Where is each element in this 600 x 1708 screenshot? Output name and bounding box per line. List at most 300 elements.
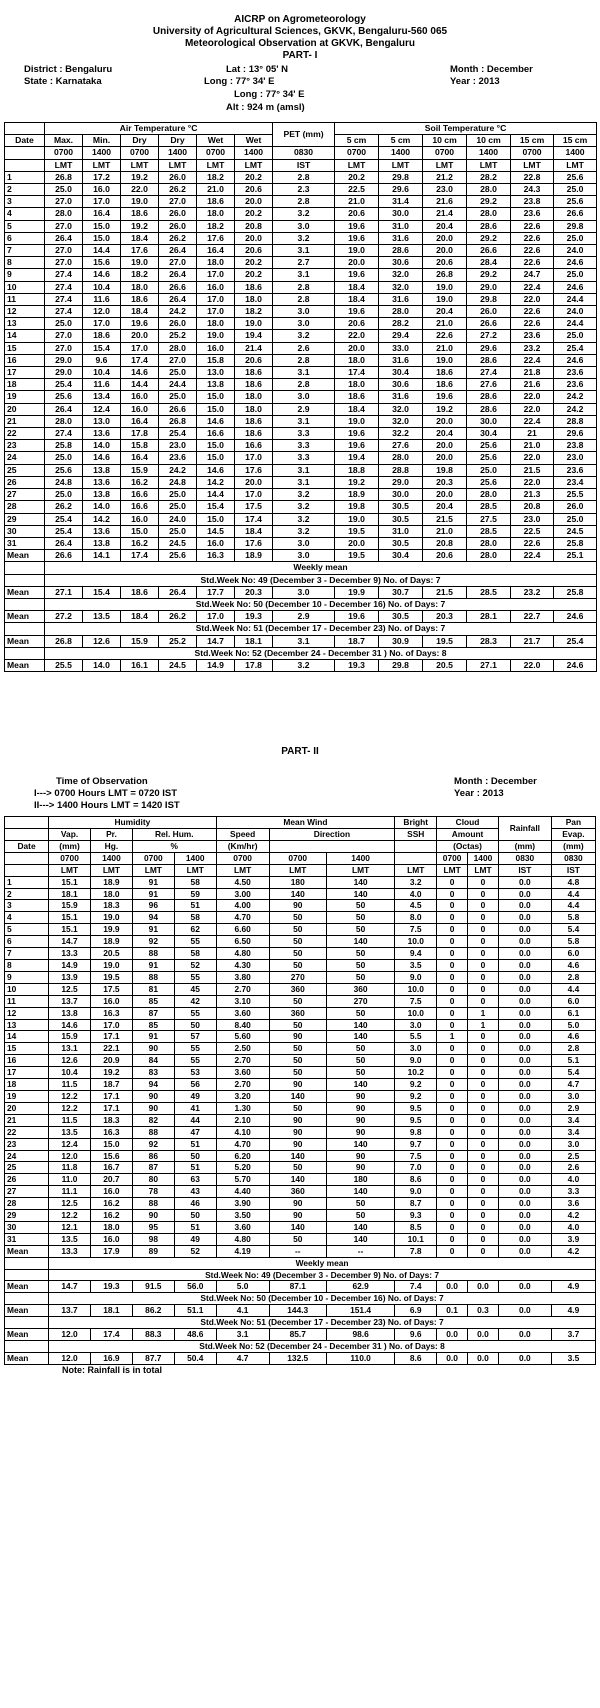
value-cell: 3.3	[273, 452, 335, 464]
value-cell: 27.6	[379, 440, 423, 452]
table-row	[5, 1055, 596, 1067]
mean-value: 24.5	[159, 659, 197, 671]
unit-cell: LMT	[395, 864, 437, 876]
unit-ssh-blank	[395, 840, 437, 852]
mean-value: 0.1	[437, 1305, 468, 1317]
value-cell: 22.6	[511, 318, 554, 330]
week-mean-row	[5, 1305, 596, 1317]
date-cell: 26	[5, 476, 45, 488]
mean-value: 0.3	[468, 1305, 499, 1317]
value-cell: 20.2	[235, 257, 273, 269]
value-cell: 3.00	[216, 888, 269, 900]
mean-value: 91.5	[132, 1281, 174, 1293]
value-cell: 82	[132, 1114, 174, 1126]
value-cell: 13.7	[49, 995, 91, 1007]
value-cell: 18.6	[335, 391, 379, 403]
table-row	[5, 1138, 596, 1150]
unit-cell: LMT	[216, 864, 269, 876]
value-cell: 3.1	[273, 464, 335, 476]
value-cell: 26.8	[45, 171, 83, 183]
time-cell: 0700	[335, 147, 379, 159]
sub-header: Dry	[159, 135, 197, 147]
part1-body	[5, 147, 597, 672]
value-cell: 19.6	[335, 306, 379, 318]
mean-value: 18.7	[335, 635, 379, 647]
value-cell: 32.0	[379, 269, 423, 281]
value-cell: 27.0	[159, 196, 197, 208]
mean-value: 2.9	[273, 611, 335, 623]
value-cell: 2.8	[551, 971, 595, 983]
value-cell: 18.6	[121, 208, 159, 220]
value-cell: 13.6	[83, 428, 121, 440]
value-cell: 0	[468, 1162, 499, 1174]
value-cell: 29.0	[379, 476, 423, 488]
value-cell: 17.2	[83, 171, 121, 183]
value-cell: 4.4	[551, 900, 595, 912]
value-cell: 46	[174, 1198, 216, 1210]
value-cell: 18.6	[235, 415, 273, 427]
date-cell: 28	[5, 1198, 49, 1210]
value-cell: 0	[437, 1007, 468, 1019]
value-cell: 26.0	[159, 171, 197, 183]
value-cell: 9.0	[395, 1186, 437, 1198]
value-cell: 0	[468, 1233, 499, 1245]
value-cell: 31.6	[379, 391, 423, 403]
table-row	[5, 537, 597, 549]
date-cell: 1	[5, 171, 45, 183]
mean-label: Mean	[5, 1245, 49, 1257]
table-row	[5, 354, 597, 366]
value-cell: 4.0	[551, 1174, 595, 1186]
value-cell: 20.9	[90, 1055, 132, 1067]
date-cell: 2	[5, 888, 49, 900]
value-cell: 0	[437, 876, 468, 888]
value-cell: 51	[174, 1162, 216, 1174]
value-cell: 20.0	[235, 232, 273, 244]
value-cell: 21.5	[511, 464, 554, 476]
unit-cell: LMT	[511, 159, 554, 171]
sub-header: 15 cm	[554, 135, 597, 147]
value-cell: 15.1	[49, 876, 91, 888]
table-row	[5, 342, 597, 354]
time-cell: 1400	[554, 147, 597, 159]
mean-value: 0.0	[498, 1305, 551, 1317]
value-cell: 22.6	[511, 220, 554, 232]
value-cell: 19.8	[423, 464, 467, 476]
value-cell: 12.4	[83, 403, 121, 415]
time-cell: 0700	[216, 852, 269, 864]
week-label-row	[5, 1293, 596, 1305]
value-cell: 180	[269, 876, 326, 888]
mean-value: 30.7	[379, 586, 423, 598]
value-cell: 3.0	[273, 537, 335, 549]
week-label: Std.Week No: 50 (December 10 - December 16) No. of Days: 7	[49, 1293, 596, 1305]
value-cell: 22.5	[335, 184, 379, 196]
value-cell: 20.0	[423, 440, 467, 452]
value-cell: 29.6	[554, 428, 597, 440]
unit-cell: LMT	[159, 159, 197, 171]
blank-cell	[5, 1293, 49, 1305]
value-cell: 51	[174, 900, 216, 912]
value-cell: 4.50	[216, 876, 269, 888]
mean-value: 27.1	[467, 659, 511, 671]
value-cell: 8.6	[395, 1174, 437, 1186]
value-cell: 29.2	[467, 196, 511, 208]
value-cell: 0	[437, 1198, 468, 1210]
date-cell: 18	[5, 379, 45, 391]
value-cell: 10.4	[49, 1067, 91, 1079]
value-cell: 90	[326, 1114, 394, 1126]
value-cell: 18.0	[235, 293, 273, 305]
value-cell: 2.70	[216, 1055, 269, 1067]
unit-cell: LMT	[326, 864, 394, 876]
unit-cell: LMT	[45, 159, 83, 171]
value-cell: 50	[269, 924, 326, 936]
table-row	[5, 1233, 596, 1245]
unit-pan-mm: (mm)	[551, 840, 595, 852]
value-cell: 19.0	[121, 196, 159, 208]
blank-cell	[5, 1269, 49, 1281]
value-cell: 50	[269, 1102, 326, 1114]
value-cell: 18.7	[90, 1079, 132, 1091]
table-row	[5, 171, 597, 183]
value-cell: 25.0	[554, 232, 597, 244]
mean-value: 51.1	[174, 1305, 216, 1317]
week-mean-row	[5, 659, 597, 671]
value-cell: 90	[269, 900, 326, 912]
value-cell: 25.0	[554, 330, 597, 342]
value-cell: 28.0	[467, 184, 511, 196]
value-cell: 18.6	[197, 196, 235, 208]
value-cell: 10.1	[395, 1233, 437, 1245]
blank-cell	[5, 562, 45, 574]
value-cell: 4.2	[551, 1210, 595, 1222]
value-cell: 26.2	[159, 232, 197, 244]
value-cell: 20.0	[423, 232, 467, 244]
date-cell: 16	[5, 1055, 49, 1067]
mean-label: Mean	[5, 550, 45, 562]
table-row	[5, 196, 597, 208]
value-cell: 29.8	[379, 171, 423, 183]
value-cell: 26.0	[159, 208, 197, 220]
table-row	[5, 367, 597, 379]
value-cell: 49	[174, 1233, 216, 1245]
mean-value: 0.0	[437, 1329, 468, 1341]
value-cell: 21.2	[423, 171, 467, 183]
value-cell: 20.2	[235, 171, 273, 183]
value-cell: 0	[468, 1114, 499, 1126]
value-cell: 18.0	[121, 281, 159, 293]
time-cell: 1400	[468, 852, 499, 864]
value-cell: 25.4	[45, 525, 83, 537]
table-row	[5, 971, 596, 983]
value-cell: 30.4	[379, 367, 423, 379]
mean-value: 26.6	[45, 550, 83, 562]
value-cell: 5.20	[216, 1162, 269, 1174]
value-cell: 50	[269, 912, 326, 924]
date-cell: 3	[5, 196, 45, 208]
value-cell: 50	[326, 1043, 394, 1055]
value-cell: 25.4	[159, 428, 197, 440]
footnote: Note: Rainfall is in total	[62, 1364, 163, 1375]
value-cell: 7.5	[395, 995, 437, 1007]
value-cell: 20.2	[335, 171, 379, 183]
value-cell: 5.1	[551, 1055, 595, 1067]
value-cell: 85	[132, 1019, 174, 1031]
mean-value: 6.9	[395, 1305, 437, 1317]
week-label: Std.Week No: 50 (December 10 - December 16) No. of Days: 7	[45, 598, 597, 610]
mean-value: 30.5	[379, 611, 423, 623]
value-cell: 27.0	[45, 220, 83, 232]
value-cell: 16.3	[90, 1007, 132, 1019]
unit-rain-mm: (mm)	[498, 840, 551, 852]
value-cell: 13.9	[49, 971, 91, 983]
blank-cell	[5, 159, 45, 171]
value-cell: 25.0	[554, 184, 597, 196]
value-cell: 81	[132, 983, 174, 995]
unit-cell: LMT	[235, 159, 273, 171]
value-cell: 3.80	[216, 971, 269, 983]
table-row	[5, 1031, 596, 1043]
value-cell: 4.4	[551, 983, 595, 995]
value-cell: 0	[468, 1090, 499, 1102]
value-cell: 32.0	[379, 281, 423, 293]
value-cell: 21.0	[423, 318, 467, 330]
value-cell: 15.0	[121, 525, 159, 537]
value-cell: 7.5	[395, 1150, 437, 1162]
value-cell: 31.6	[379, 354, 423, 366]
value-cell: 27.0	[45, 330, 83, 342]
value-cell: 8.7	[395, 1198, 437, 1210]
value-cell: 0.0	[498, 1031, 551, 1043]
value-cell: 18.0	[90, 888, 132, 900]
value-cell: 19.8	[335, 501, 379, 513]
value-cell: 91	[132, 876, 174, 888]
value-cell: 17.6	[235, 464, 273, 476]
value-cell: 43	[174, 1186, 216, 1198]
value-cell: 6.60	[216, 924, 269, 936]
value-cell: 20.6	[335, 208, 379, 220]
value-cell: 15.8	[121, 440, 159, 452]
value-cell: 25.6	[554, 196, 597, 208]
value-cell: 3.60	[216, 1067, 269, 1079]
value-cell: 29.8	[467, 293, 511, 305]
value-cell: 0	[468, 1055, 499, 1067]
value-cell: 0	[437, 1233, 468, 1245]
value-cell: 4.8	[551, 876, 595, 888]
value-cell: 2.8	[273, 293, 335, 305]
district: District : Bengaluru	[24, 64, 113, 75]
value-cell: 95	[132, 1221, 174, 1233]
value-cell: 20.3	[423, 476, 467, 488]
value-cell: 22.6	[511, 537, 554, 549]
value-cell: 11.0	[49, 1174, 91, 1186]
value-cell: 26.0	[159, 220, 197, 232]
value-cell: 18.6	[423, 367, 467, 379]
value-cell: 19.0	[335, 245, 379, 257]
value-cell: 17.0	[121, 342, 159, 354]
time-cell: 0700	[132, 852, 174, 864]
table-row	[5, 888, 596, 900]
value-cell: 3.10	[216, 995, 269, 1007]
mean-row	[5, 550, 597, 562]
table-row	[5, 995, 596, 1007]
value-cell: 20.4	[423, 220, 467, 232]
unit-pct: %	[132, 840, 216, 852]
mean-value: 56.0	[174, 1281, 216, 1293]
value-cell: 12.4	[49, 1138, 91, 1150]
value-cell: 25.6	[467, 440, 511, 452]
value-cell: 90	[269, 1079, 326, 1091]
mean-value: 24.6	[554, 611, 597, 623]
value-cell: 26.4	[159, 245, 197, 257]
direction-header: Direction	[269, 829, 395, 841]
value-cell: 12.1	[49, 1221, 91, 1233]
mean-value: 19.3	[335, 659, 379, 671]
table-row	[5, 428, 597, 440]
sub-header: Max.	[45, 135, 83, 147]
value-cell: 18.4	[335, 293, 379, 305]
value-cell: 0	[468, 995, 499, 1007]
value-cell: 88	[132, 1198, 174, 1210]
value-cell: 24.0	[159, 513, 197, 525]
value-cell: 50	[269, 1067, 326, 1079]
value-cell: 5.70	[216, 1174, 269, 1186]
value-cell: 25.0	[45, 452, 83, 464]
mean-value: 30.4	[379, 550, 423, 562]
value-cell: 27.0	[159, 257, 197, 269]
value-cell: 3.0	[273, 391, 335, 403]
value-cell: 51	[174, 1138, 216, 1150]
value-cell: 3.50	[216, 1210, 269, 1222]
value-cell: 14.4	[197, 489, 235, 501]
unit-cell: LMT	[269, 864, 326, 876]
value-cell: 52	[174, 960, 216, 972]
value-cell: 5.5	[395, 1031, 437, 1043]
date-cell: 8	[5, 960, 49, 972]
value-cell: 3.1	[273, 245, 335, 257]
value-cell: 32.0	[379, 415, 423, 427]
value-cell: 0.0	[498, 1055, 551, 1067]
mean-value: 7.8	[395, 1245, 437, 1257]
value-cell: 0.0	[498, 1126, 551, 1138]
table-row	[5, 476, 597, 488]
value-cell: 0.0	[498, 1162, 551, 1174]
date-header: Date	[5, 840, 49, 852]
value-cell: 0	[437, 1221, 468, 1233]
value-cell: 4.00	[216, 900, 269, 912]
table-row	[5, 245, 597, 257]
value-cell: 24.6	[554, 354, 597, 366]
value-cell: 20.0	[335, 257, 379, 269]
value-cell: 27.0	[45, 257, 83, 269]
value-cell: 13.3	[49, 948, 91, 960]
value-cell: 28.6	[467, 354, 511, 366]
table-row	[5, 318, 597, 330]
value-cell: 4.6	[551, 1031, 595, 1043]
value-cell: 7.5	[395, 924, 437, 936]
unit-row	[5, 864, 596, 876]
value-cell: 18.6	[83, 330, 121, 342]
value-cell: 2.8	[273, 171, 335, 183]
table-row	[5, 184, 597, 196]
value-cell: 0	[437, 1090, 468, 1102]
station-info	[4, 62, 596, 122]
value-cell: 24.8	[45, 476, 83, 488]
value-cell: 2.8	[273, 379, 335, 391]
value-cell: 25.8	[554, 537, 597, 549]
value-cell: 20.4	[423, 428, 467, 440]
value-cell: 17.0	[90, 1019, 132, 1031]
value-cell: 28.5	[467, 501, 511, 513]
value-cell: 17.0	[83, 196, 121, 208]
table-row	[5, 876, 596, 888]
value-cell: 50	[269, 995, 326, 1007]
time-cell: 0830	[273, 147, 335, 159]
mean-value: 98.6	[326, 1329, 394, 1341]
mean-label: Mean	[5, 586, 45, 598]
unit-cell: LMT	[423, 159, 467, 171]
value-cell: 50	[326, 1210, 394, 1222]
time-cell: 0700	[49, 852, 91, 864]
value-cell: 21.0	[511, 440, 554, 452]
value-cell: 13.4	[83, 391, 121, 403]
value-cell: 26.2	[45, 501, 83, 513]
mean-value: 4.7	[216, 1352, 269, 1364]
value-cell: 3.1	[273, 367, 335, 379]
value-cell: 16.0	[121, 403, 159, 415]
value-cell: 28.8	[379, 464, 423, 476]
value-cell: 0.0	[498, 1198, 551, 1210]
value-cell: 78	[132, 1186, 174, 1198]
bright-header: Bright	[395, 817, 437, 829]
value-cell: 31.6	[379, 293, 423, 305]
value-cell: 22.6	[511, 232, 554, 244]
value-cell: 0.0	[498, 948, 551, 960]
value-cell: 0.0	[498, 1114, 551, 1126]
mean-value: 22.7	[511, 611, 554, 623]
mean-value: 16.9	[90, 1352, 132, 1364]
value-cell: 11.8	[49, 1162, 91, 1174]
mean-value: 15.4	[83, 586, 121, 598]
value-cell: 24.4	[554, 293, 597, 305]
blank-cell	[5, 852, 49, 864]
time-cell: 0700	[121, 147, 159, 159]
time-cell: 1400	[326, 852, 394, 864]
mean-value: 12.6	[83, 635, 121, 647]
mean-value: 18.9	[235, 550, 273, 562]
value-cell: 15.8	[197, 354, 235, 366]
value-cell: 0	[437, 1043, 468, 1055]
mean-value: 25.1	[554, 550, 597, 562]
date-cell: 5	[5, 924, 49, 936]
value-cell: 50	[326, 1067, 394, 1079]
value-cell: 27.2	[467, 330, 511, 342]
blank-cell	[5, 1317, 49, 1329]
value-cell: 24.2	[159, 464, 197, 476]
value-cell: 92	[132, 936, 174, 948]
value-cell: 50	[326, 960, 394, 972]
value-cell: 22.0	[511, 391, 554, 403]
value-cell: 31.4	[379, 196, 423, 208]
value-cell: 59	[174, 888, 216, 900]
mean-value: 0.0	[498, 1245, 551, 1257]
value-cell: 26.8	[423, 269, 467, 281]
value-cell: 8.40	[216, 1019, 269, 1031]
value-cell: 15.0	[197, 391, 235, 403]
value-cell: 30.6	[379, 257, 423, 269]
value-cell: 0	[437, 1126, 468, 1138]
